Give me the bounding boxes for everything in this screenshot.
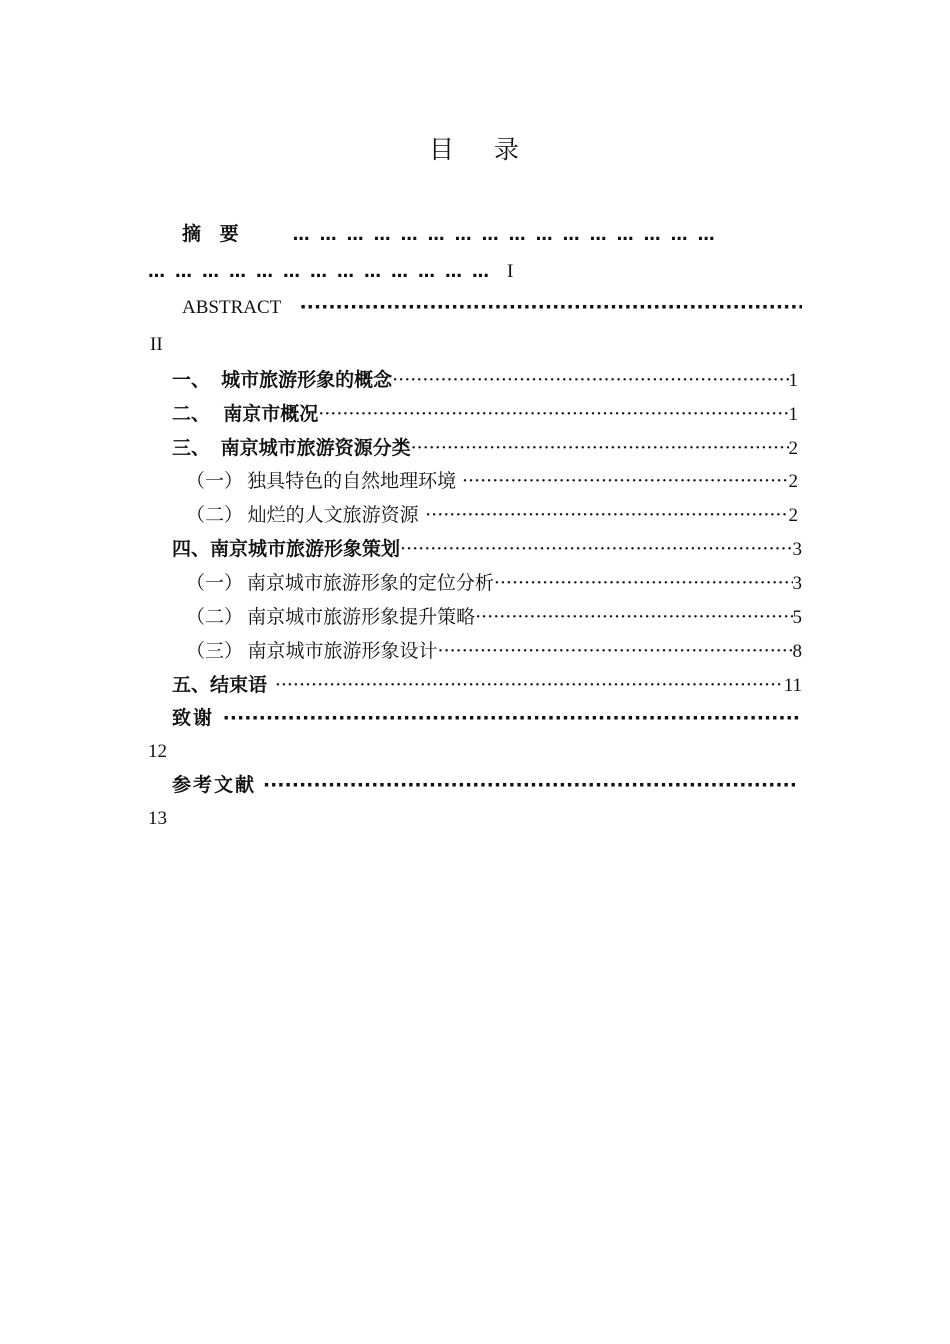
toc-entry-number: （二） <box>186 607 244 628</box>
toc-entry-1[interactable] <box>172 365 798 395</box>
toc-page-number: 2 <box>788 505 798 526</box>
toc-entry-3-2[interactable] <box>186 500 798 530</box>
toc-entry-number: 一、 <box>172 369 211 391</box>
toc-entry-label: 南京城市旅游形象的定位分析 <box>246 573 494 594</box>
toc-entry-5[interactable] <box>172 670 802 700</box>
toc-entry-references[interactable] <box>172 770 798 800</box>
toc-entry-3[interactable] <box>172 433 798 463</box>
toc-entry-references-cont <box>148 804 248 834</box>
toc-leader-dots <box>425 500 788 530</box>
toc-entry-4[interactable] <box>172 534 802 564</box>
toc-entry-label: 灿烂的人文旅游资源 <box>247 505 419 526</box>
toc-entry-3-1[interactable] <box>186 466 798 496</box>
toc-title-right: 录 <box>494 135 522 164</box>
toc-leader-dots <box>462 466 788 496</box>
toc-leader-dots <box>263 770 798 800</box>
toc-entry-label: 城市旅游形象的概念 <box>221 369 393 391</box>
toc-entry-label: 南京市概况 <box>223 403 319 425</box>
toc-leader-dots <box>318 399 788 429</box>
toc-leader-dots <box>400 534 792 564</box>
toc-leader-dots <box>475 602 792 632</box>
toc-page-number: 12 <box>148 741 167 762</box>
toc-entry-label: 参考文献 <box>172 774 257 796</box>
toc-entry-label: 南京城市旅游形象策划 <box>210 538 401 560</box>
toc-entry-number: （二） <box>186 505 244 526</box>
toc-page-number: 8 <box>792 641 802 662</box>
toc-entry-label: 致谢 <box>172 707 215 729</box>
toc-entry-2[interactable] <box>172 399 798 429</box>
toc-entry-label: ABSTRACT <box>182 297 282 318</box>
toc-entry-number: 四、 <box>172 538 211 560</box>
toc-entry-abstract-cn[interactable] <box>182 219 792 249</box>
toc-entry-label: 结束语 <box>210 674 268 696</box>
toc-leader-dots: ………………………………… <box>148 262 499 282</box>
toc-leader-dots <box>223 703 798 733</box>
toc-title-left: 目 <box>428 135 456 164</box>
toc-entry-acknowledgement-cont <box>148 737 248 767</box>
toc-entry-abstract-en-cont <box>150 330 250 360</box>
toc-leader-dots <box>275 670 784 700</box>
toc-page-number: II <box>150 334 163 355</box>
toc-entry-number: 五、 <box>172 674 211 696</box>
toc-leader-dots <box>494 568 793 598</box>
toc-page-number: 3 <box>792 573 802 594</box>
toc-page-number: I <box>507 261 514 282</box>
toc-leader-dots <box>411 433 789 463</box>
toc-page-number: 13 <box>148 808 167 829</box>
toc-entry-abstract-en[interactable] <box>182 292 802 322</box>
toc-entry-number: （三） <box>186 641 244 662</box>
toc-entry-label: 摘 要 <box>182 223 245 245</box>
toc-entry-4-2[interactable] <box>186 602 802 632</box>
toc-entry-number: （一） <box>186 471 244 492</box>
toc-leader-dots <box>392 365 788 395</box>
toc-page-number: 2 <box>788 471 798 492</box>
toc-entry-acknowledgement[interactable] <box>172 703 798 733</box>
toc-entry-4-3[interactable] <box>186 636 802 666</box>
toc-page-number: 2 <box>788 438 798 459</box>
toc-page-number: 11 <box>783 675 802 696</box>
toc-entry-number: （一） <box>186 573 244 594</box>
toc-entry-label: 南京城市旅游形象设计 <box>247 641 438 662</box>
toc-page-number: 3 <box>792 539 802 560</box>
toc-entry-label: 南京城市旅游资源分类 <box>220 437 411 459</box>
toc-page-number: 1 <box>788 370 798 391</box>
toc-page-number: 1 <box>788 404 798 425</box>
toc-entry-abstract-cn-cont <box>148 257 514 287</box>
toc-entry-label: 南京城市旅游形象提升策略 <box>247 607 476 628</box>
toc-page-number: 5 <box>792 607 802 628</box>
toc-entry-label: 独具特色的自然地理环境 <box>247 471 457 492</box>
toc-entry-number: 三、 <box>172 437 211 459</box>
toc-entry-number: 二、 <box>172 403 211 425</box>
toc-leader-dots: ………………………………………… <box>292 225 725 245</box>
toc-entry-4-1[interactable] <box>186 568 802 598</box>
toc-title <box>0 130 950 166</box>
toc-leader-dots <box>438 636 793 666</box>
toc-leader-dots <box>299 292 802 322</box>
